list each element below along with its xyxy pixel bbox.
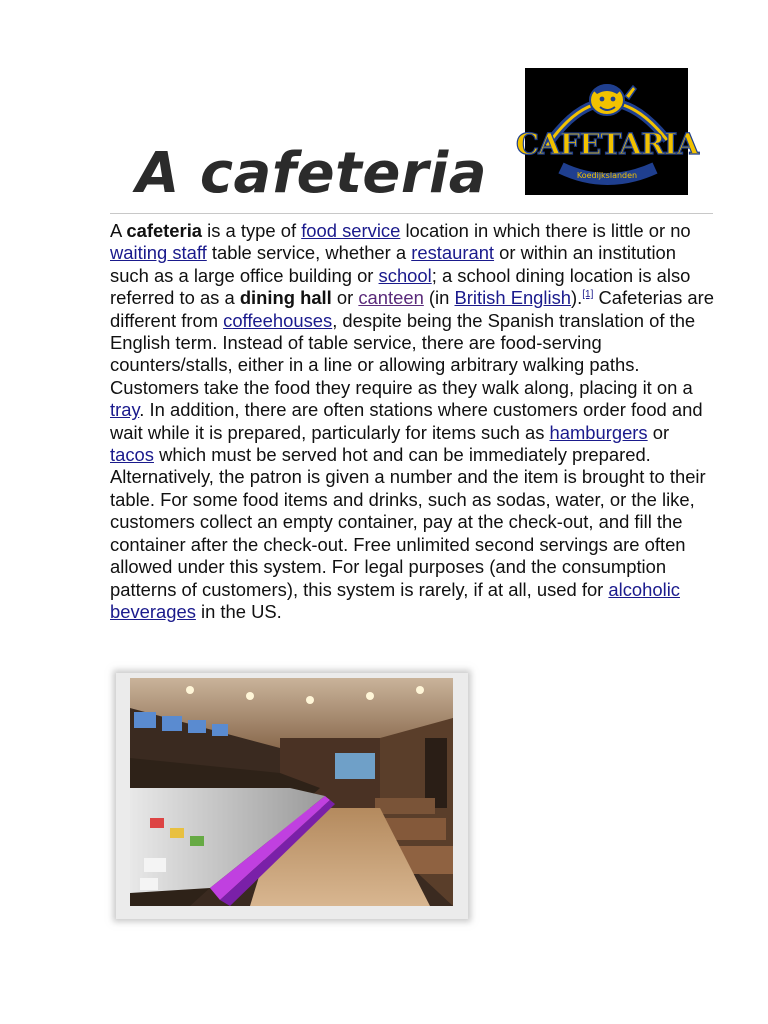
article-link[interactable]: food service [301, 220, 401, 241]
article-link[interactable]: canteen [358, 287, 424, 309]
article-bold-term: dining hall [239, 287, 332, 309]
title-divider [110, 213, 713, 214]
article-link[interactable]: hamburgers [549, 421, 648, 443]
article-link[interactable]: [1] [582, 289, 594, 301]
article-link[interactable]: tacos [110, 444, 154, 466]
article-body [110, 220, 716, 623]
article-link[interactable]: alcoholic beverages [110, 578, 680, 622]
article-text: or [331, 287, 359, 309]
cafetaria-logo-graphic [516, 68, 698, 195]
article-link[interactable]: coffeehouses [223, 309, 333, 331]
article-text: or [647, 421, 670, 443]
article-text: or within an institution such as a large office building or [110, 242, 677, 286]
article-bold-term: cafeteria [126, 220, 203, 241]
article-text: Cafeterias are different from [110, 287, 714, 331]
article-text: (in [423, 287, 455, 309]
citation-superscript [582, 289, 593, 300]
article-text: in the US. [195, 600, 282, 622]
article-text: location in which there is little or no [400, 220, 691, 241]
logo-subtext: Koedijkslanden [576, 171, 638, 180]
article-link[interactable]: waiting staff [110, 242, 207, 264]
article-text: table service, whether a [206, 242, 412, 264]
article-link[interactable]: restaurant [411, 242, 495, 264]
article-link[interactable]: British English [454, 287, 572, 309]
article-text: ). [571, 287, 583, 309]
cafetaria-logo [516, 68, 698, 195]
page-title: A cafeteria [136, 141, 488, 206]
article-text: which must be served hot and can be immediately prepared. Alternatively, the patron is given a number and the item is brought to their table. For some food items and drinks, such as sodas, water, or the like, customers collect an empty container, pay at the check-out, and fill the container after the check-out. Free unlimited second servings are often allowed under this system. For legal purposes (and the consumption patterns of customers), this system is rarely, if at all, used for [110, 444, 706, 600]
article-text: , despite being the Spanish translation of the English term. Instead of table service, there are food-serving counters/stalls, either in a line or allowing arbitrary walking paths. Customers take the food they require as they walk along, placing it on a [110, 309, 696, 398]
logo-wordmark: CAFETARIA [516, 127, 698, 161]
article-text: . In addition, there are often stations where customers order food and wait while it is prepared, particularly for items such as [110, 399, 703, 443]
cafeteria-interior-photo [130, 678, 453, 906]
article-text: A [110, 220, 127, 241]
article-text: ; a school dining location is also referred to as a [110, 264, 691, 309]
article-text: is a type of [202, 220, 302, 241]
article-link[interactable]: tray [110, 399, 140, 421]
cafeteria-interior-illustration [130, 678, 453, 906]
article-link[interactable]: school [378, 264, 432, 286]
